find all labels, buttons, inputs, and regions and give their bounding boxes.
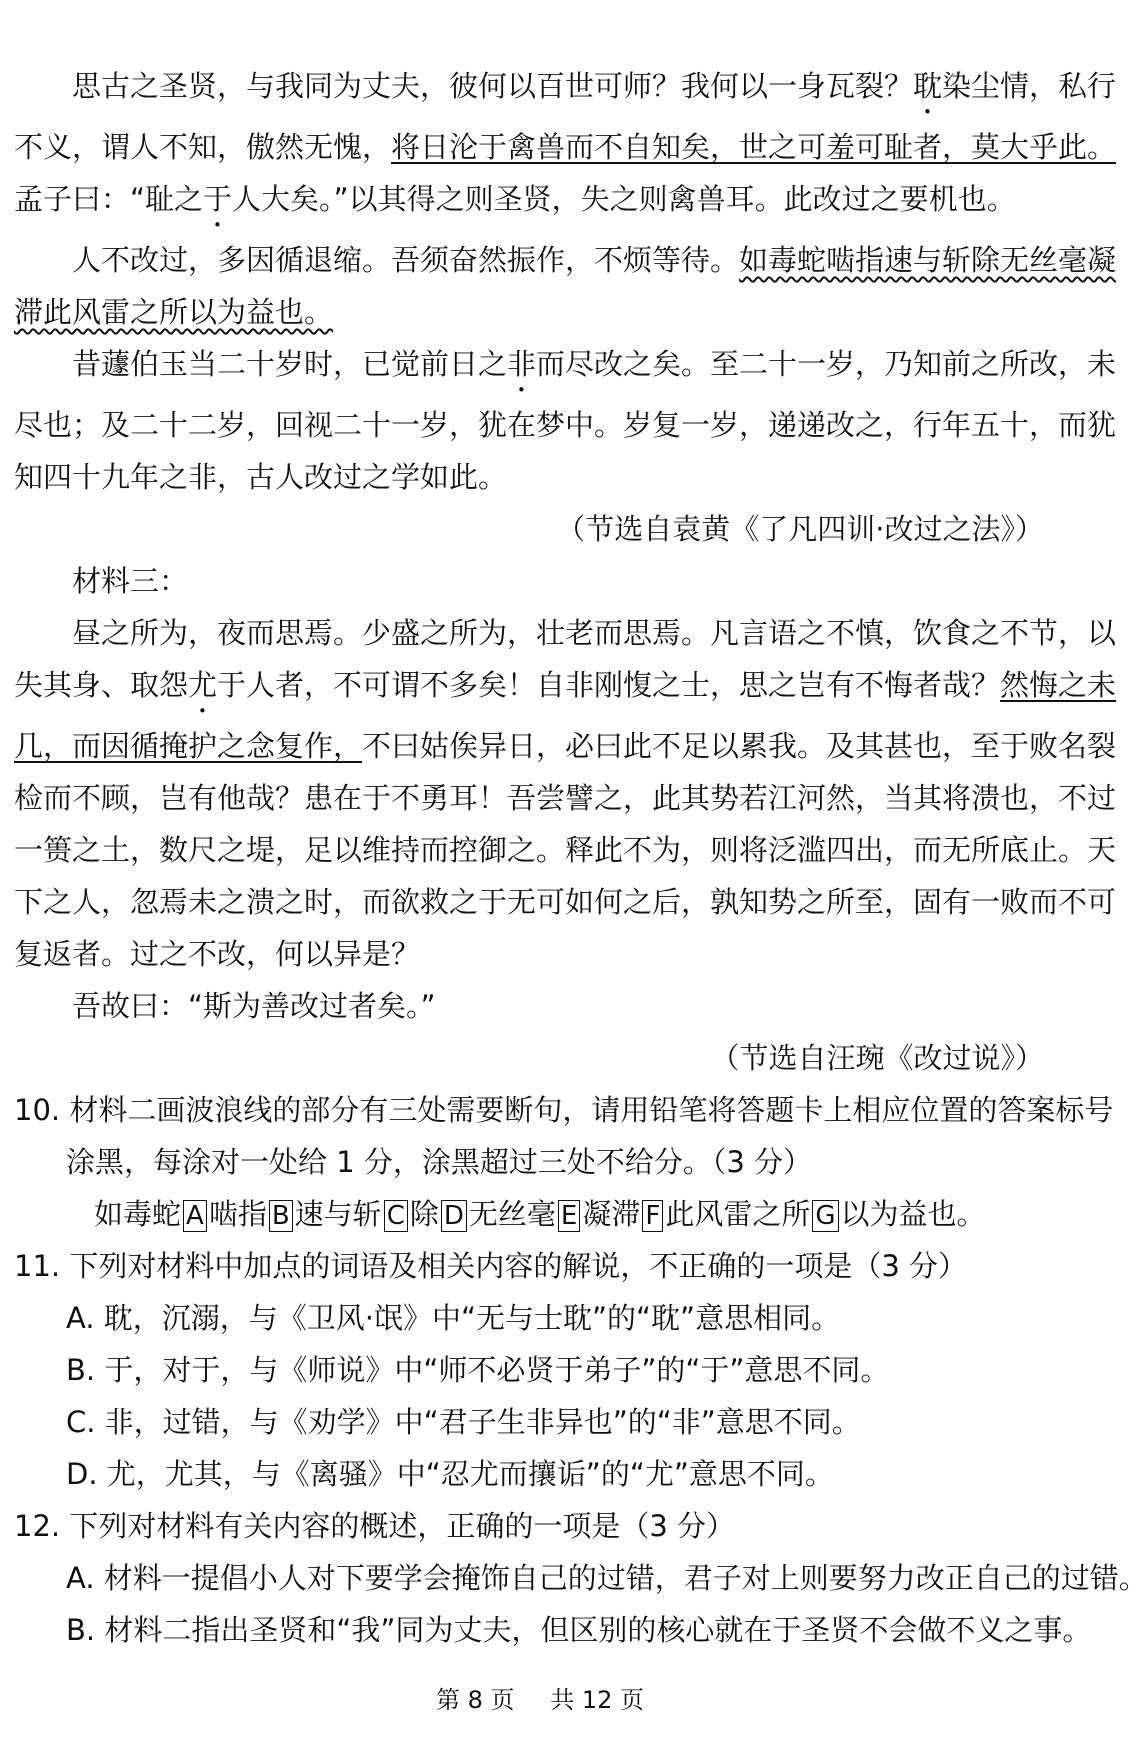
- text-line: 几，而因循掩护之念复作，不曰姑俟异日，必曰此不足以累我。及其甚也，至于败名裂: [14, 729, 1117, 763]
- question-12-option-a[interactable]: A. 材料一提倡小人对下要学会掩饰自己的过错，君子对上则要努力改正自己的过错。: [66, 1561, 1148, 1595]
- question-12-stem: 12. 下列对材料有关内容的概述，正确的一项是（3 分）: [14, 1509, 736, 1543]
- text-line: 尽也；及二十二岁，回视二十一岁，犹在梦中。岁复一岁，递递改之，行年五十，而犹: [14, 408, 1117, 442]
- question-10-sentence: 如毒蛇 A 啮指 B 速与斩 C 除 D 无丝毫 E 凝滞 F 此风雷之所 G 以为益也。: [94, 1197, 986, 1231]
- wavy-underlined-sentence: 如毒蛇啮指速与斩除无丝毫凝: [739, 243, 1117, 277]
- text-line: 复返者。过之不改，何以异是？: [14, 937, 421, 971]
- break-option-a[interactable]: A: [183, 1200, 207, 1232]
- text-line: 检而不顾，岂有他哉？患在于不勇耳！吾尝譬之，此其势若江河然，当其将溃也，不过: [14, 781, 1117, 815]
- break-option-d[interactable]: D: [441, 1200, 467, 1232]
- underlined-sentence: 然悔之未: [1000, 668, 1117, 702]
- text-line: 不义，谓人不知，傲然无愧，将日沦于禽兽而不自知矣，世之可羞可耻者，莫大乎此。: [14, 130, 1117, 164]
- text-line: 思古之圣贤，与我同为丈夫，彼何以百世可师？我何以一身瓦裂？耽染尘情，私行: [72, 69, 1117, 103]
- text-line: 下之人，忽焉未之溃之时，而欲救之于无可如何之后，孰知势之所至，固有一败而不可: [14, 885, 1117, 919]
- question-10-stem: 涂黑，每涂对一处给 1 分，涂黑超过三处不给分。（3 分）: [66, 1145, 813, 1179]
- question-11-option-a[interactable]: A. 耽，沉溺，与《卫风·氓》中“无与士耽”的“耽”意思相同。: [66, 1301, 841, 1335]
- text-line: 失其身、取怨尤于人者，不可谓不多矣！自非刚愎之士，思之岂有不悔者哉？然悔之未: [14, 668, 1117, 702]
- source-citation: （节选自汪琬《改过说》）: [710, 1041, 1044, 1075]
- material-heading: 材料三：: [72, 564, 189, 598]
- underlined-sentence: 几，而因循掩护之念复作，: [14, 729, 363, 763]
- question-11-stem: 11. 下列对材料中加点的词语及相关内容的解说，不正确的一项是（3 分）: [14, 1249, 968, 1283]
- page-footer: [0, 1680, 1080, 1715]
- text-line: 知四十九年之非，古人改过之学如此。: [14, 460, 508, 494]
- break-option-f[interactable]: F: [642, 1200, 663, 1232]
- underlined-sentence: 将日沦于禽兽而不自知矣，世之可羞可耻者，莫大乎此。: [391, 130, 1117, 164]
- question-11-option-d[interactable]: D. 尤，尤其，与《离骚》中“忍尤而攘诟”的“尤”意思不同。: [66, 1457, 834, 1491]
- text-line: 一篑之土，数尺之堤，足以维持而控御之。释此不为，则将泛滥四出，而无所底止。天: [14, 833, 1117, 867]
- page-total: 共 12 页: [550, 1686, 644, 1714]
- question-11-option-c[interactable]: C. 非，过错，与《劝学》中“君子生非异也”的“非”意思不同。: [66, 1405, 861, 1439]
- text-line: 昼之所为，夜而思焉。少盛之所为，壮老而思焉。凡言语之不慎，饮食之不节，以: [72, 616, 1117, 650]
- question-10-stem: 10. 材料二画波浪线的部分有三处需要断句，请用铅笔将答题卡上相应位置的答案标号: [14, 1093, 1114, 1127]
- source-citation: （节选自袁黄《了凡四训·改过之法》）: [556, 512, 1044, 546]
- break-option-e[interactable]: E: [558, 1200, 580, 1232]
- text-line: 昔蘧伯玉当二十岁时，已觉前日之非而尽改之矣。至二十一岁，乃知前之所改，未: [72, 347, 1117, 381]
- wavy-underlined-sentence: 滞此风雷之所以为益也。: [14, 295, 334, 329]
- text-line: 孟子曰：“耻之于人大矣。”以其得之则圣贤，失之则禽兽耳。此改过之要机也。: [14, 182, 1016, 216]
- question-12-option-b[interactable]: B. 材料二指出圣贤和“我”同为丈夫，但区别的核心就在于圣贤不会做不义之事。: [66, 1613, 1092, 1647]
- break-option-b[interactable]: B: [269, 1200, 293, 1232]
- dotted-word: 耽: [913, 69, 943, 103]
- break-option-g[interactable]: G: [812, 1200, 838, 1232]
- text-line: [14, 286, 1056, 338]
- text-line: 人不改过，多因循退缩。吾须奋然振作，不烦等待。如毒蛇啮指速与斩除无丝毫凝: [72, 243, 1117, 277]
- dotted-word: 于: [203, 182, 233, 216]
- dotted-word: 尤: [188, 668, 218, 702]
- break-option-c[interactable]: C: [384, 1200, 408, 1232]
- question-11-option-b[interactable]: B. 于，对于，与《师说》中“师不必贤于弟子”的“于”意思不同。: [66, 1353, 890, 1387]
- text-line: 吾故曰：“斯为善改过者矣。”: [72, 989, 436, 1023]
- dotted-word: 非: [507, 347, 537, 381]
- page-number: 第 8 页: [436, 1686, 515, 1714]
